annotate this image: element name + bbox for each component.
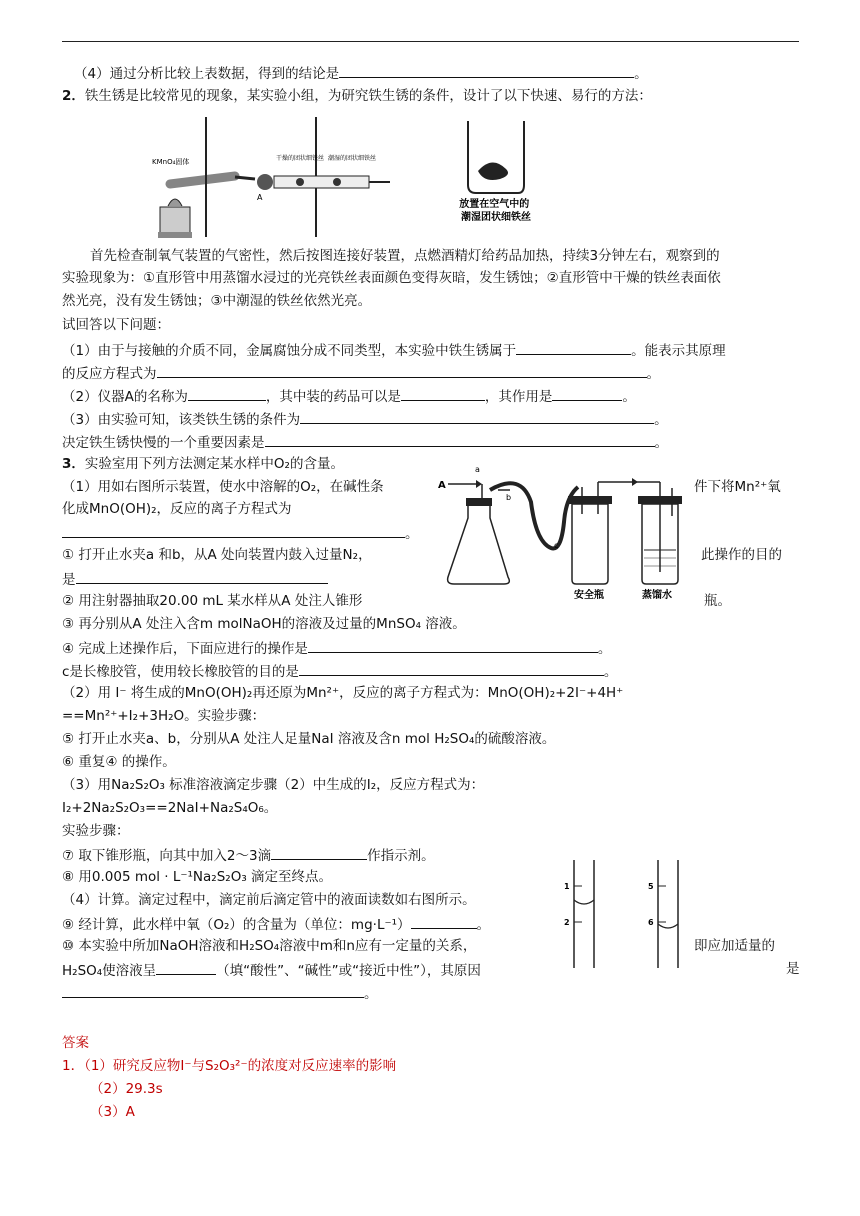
q3-l13: ⑥ 重复④ 的操作。 bbox=[62, 754, 176, 770]
q2-sub3-line1: （3）由实验可知，该类铁生锈的条件为 。 bbox=[62, 409, 668, 429]
header-rule bbox=[62, 41, 799, 42]
q3-l9: c是长橡胶管，使用较长橡胶管的目的是 。 bbox=[62, 661, 617, 681]
q3-l1b: 件下将Mn²⁺氧 bbox=[694, 479, 781, 495]
test-tube bbox=[170, 176, 235, 184]
answer-blank[interactable] bbox=[552, 386, 622, 401]
label-a: A bbox=[257, 193, 263, 202]
q3-l5: 是 bbox=[62, 569, 328, 589]
svg-text:2: 2 bbox=[564, 918, 570, 927]
q3-l21b: 即应加适量的 bbox=[694, 938, 775, 954]
q1-4-line: （4）通过分析比较上表数据，得到的结论是 。 bbox=[74, 63, 648, 83]
q2-para-3: 然光亮，没有发生锈蚀；③中潮湿的铁丝依然光亮。 bbox=[62, 293, 372, 309]
q3-l22c: 是 bbox=[786, 961, 800, 977]
answers-heading: 答案 bbox=[62, 1035, 89, 1051]
label-a-clamp: a bbox=[475, 465, 480, 474]
iron-rust-apparatus-figure bbox=[150, 112, 390, 242]
q3-l23: 。 bbox=[62, 983, 378, 1003]
q2-ask: 试回答以下问题： bbox=[62, 317, 170, 333]
answer-blank[interactable] bbox=[265, 432, 655, 447]
q3-l17: ⑦ 取下锥形瓶，向其中加入2～3滴 作指示剂。 bbox=[62, 845, 435, 865]
answer-blank[interactable] bbox=[411, 914, 477, 929]
label-A: A bbox=[438, 480, 446, 491]
q2-para-2: 实验现象为：①直形管中用蒸馏水浸过的光亮铁丝表面颜色变得灰暗，发生锈蚀；②直形管中干燥的铁丝表面依 bbox=[62, 270, 721, 286]
q3-l8: ④ 完成上述操作后，下面应进行的操作是 。 bbox=[62, 638, 611, 658]
q3-l11: ==Mn²⁺+I₂+3H₂O。实验步骤： bbox=[62, 708, 266, 724]
label-dry-iron: 干燥的团状细铁丝 bbox=[276, 155, 325, 162]
q3-l15: I₂+2Na₂S₂O₃==2NaI+Na₂S₄O₆。 bbox=[62, 800, 278, 816]
straight-tube bbox=[274, 176, 369, 188]
answer-blank[interactable] bbox=[157, 363, 647, 378]
burette-readings-figure bbox=[560, 858, 685, 970]
answer-blank[interactable] bbox=[339, 63, 634, 78]
q3-l6a: ② 用注射器抽取20.00 mL 某水样从A 处注人锥形 bbox=[62, 593, 363, 609]
q2-sub1-line2: 的反应方程式为 。 bbox=[62, 363, 660, 383]
answer-blank[interactable] bbox=[516, 340, 631, 355]
q2-intro: 2．铁生锈是比较常见的现象，某实验小组，为研究铁生锈的条件，设计了以下快速、易行的方法： bbox=[62, 88, 652, 104]
q3-l14: （3）用Na₂S₂O₃ 标准溶液滴定步骤（2）中生成的I₂，反应方程式为： bbox=[62, 777, 485, 793]
answer-1: 1．（1）研究反应物I⁻与S₂O₃²⁻的浓度对反应速率的影响 bbox=[62, 1058, 397, 1074]
meniscus bbox=[658, 924, 678, 928]
svg-text:6: 6 bbox=[648, 918, 654, 927]
long-rubber-tube bbox=[490, 483, 578, 548]
meniscus bbox=[574, 900, 594, 904]
answer-2: （2）29.3s bbox=[90, 1081, 163, 1097]
answer-blank[interactable] bbox=[62, 983, 364, 998]
q2-sub1-line1: （1）由于与接触的介质不同，金属腐蚀分成不同类型，本实验中铁生锈属于 。能表示其原理 bbox=[62, 340, 726, 360]
beaker-figure bbox=[420, 115, 550, 227]
label-wet-iron: 潮湿的团状细铁丝 bbox=[328, 155, 377, 162]
burette-after bbox=[648, 860, 678, 968]
q3-l2: 化成MnO(OH)₂，反应的离子方程式为 bbox=[62, 501, 292, 517]
drying-tube bbox=[257, 174, 273, 190]
q3-l21a: ⑩ 本实验中所加NaOH溶液和H₂SO₄溶液中m和n应有一定量的关系， bbox=[62, 938, 477, 954]
label-b-clamp: b bbox=[506, 493, 512, 502]
q3-l20: ⑨ 经计算，此水样中氧（O₂）的含量为（单位：mg·L⁻¹） 。 bbox=[62, 914, 490, 934]
q2-para-1: 首先检查制氧气装置的气密性，然后按图连接好装置，点燃酒精灯给药品加热，持续3分钟左右，观察到的 bbox=[90, 248, 720, 264]
beaker-caption: 放置在空气中的 潮湿团状细铁丝 bbox=[459, 199, 531, 223]
q3-title: 3．实验室用下列方法测定某水样中O₂的含量。 bbox=[62, 456, 344, 472]
answer-blank[interactable] bbox=[271, 845, 367, 860]
label-safety-bottle: 安全瓶 bbox=[574, 590, 604, 600]
q2-sub3-line2: 决定铁生锈快慢的一个重要因素是 。 bbox=[62, 432, 668, 452]
q3-l18: ⑧ 用0.005 mol · L⁻¹Na₂S₂O₃ 滴定至终点。 bbox=[62, 869, 333, 885]
oxygen-apparatus-figure bbox=[436, 462, 698, 600]
answer-blank[interactable] bbox=[62, 523, 405, 538]
label-distilled-water: 蒸馏水 bbox=[642, 590, 672, 600]
q3-l4a: ① 打开止水夹a 和b，从A 处向装置内鼓入过量N₂， bbox=[62, 547, 372, 563]
q2-sub2: （2）仪器A的名称为 ，其中装的药品可以是 ，其作用是 。 bbox=[62, 386, 636, 406]
q3-l6b: 瓶。 bbox=[704, 593, 731, 609]
answer-blank[interactable] bbox=[188, 386, 266, 401]
answer-blank[interactable] bbox=[299, 661, 604, 676]
q3-l1a: （1）用如右图所示装置，使水中溶解的O₂，在碱性条 bbox=[62, 479, 384, 495]
answer-blank[interactable] bbox=[401, 386, 485, 401]
answer-blank[interactable] bbox=[156, 960, 216, 975]
q3-l3: 。 bbox=[62, 523, 419, 543]
q3-l12: ⑤ 打开止水夹a、b，分别从A 处注人足量NaI 溶液及含n mol H₂SO₄的硫酸溶液。 bbox=[62, 731, 556, 747]
answer-3: （3）A bbox=[90, 1104, 135, 1120]
burette-before bbox=[564, 860, 594, 968]
q3-l16: 实验步骤： bbox=[62, 823, 130, 839]
label-kmno4: KMnO₄固体 bbox=[152, 158, 190, 166]
q3-l4b: 此操作的目的 bbox=[701, 547, 782, 563]
answer-blank[interactable] bbox=[76, 569, 328, 584]
answer-blank[interactable] bbox=[308, 638, 598, 653]
svg-text:5: 5 bbox=[648, 882, 654, 891]
q3-l10: （2）用 I⁻ 将生成的MnO(OH)₂再还原为Mn²⁺，反应的离子方程式为：MnO(OH)₂+2I⁻+4H⁺ bbox=[62, 685, 624, 701]
q3-l19: （4）计算。滴定过程中，滴定前后滴定管中的液面读数如右图所示。 bbox=[62, 892, 476, 908]
answer-blank[interactable] bbox=[300, 409, 654, 424]
q3-l22: H₂SO₄使溶液呈 （填“酸性”、“碱性”或“接近中性”），其原因 bbox=[62, 960, 481, 980]
safety-bottle bbox=[572, 504, 608, 584]
svg-text:1: 1 bbox=[564, 882, 570, 891]
conical-flask bbox=[448, 502, 510, 584]
beaker bbox=[468, 121, 524, 193]
label-c-tube: c bbox=[554, 541, 559, 550]
q3-l7: ③ 再分别从A 处注入含m molNaOH的溶液及过量的MnSO₄ 溶液。 bbox=[62, 616, 466, 632]
